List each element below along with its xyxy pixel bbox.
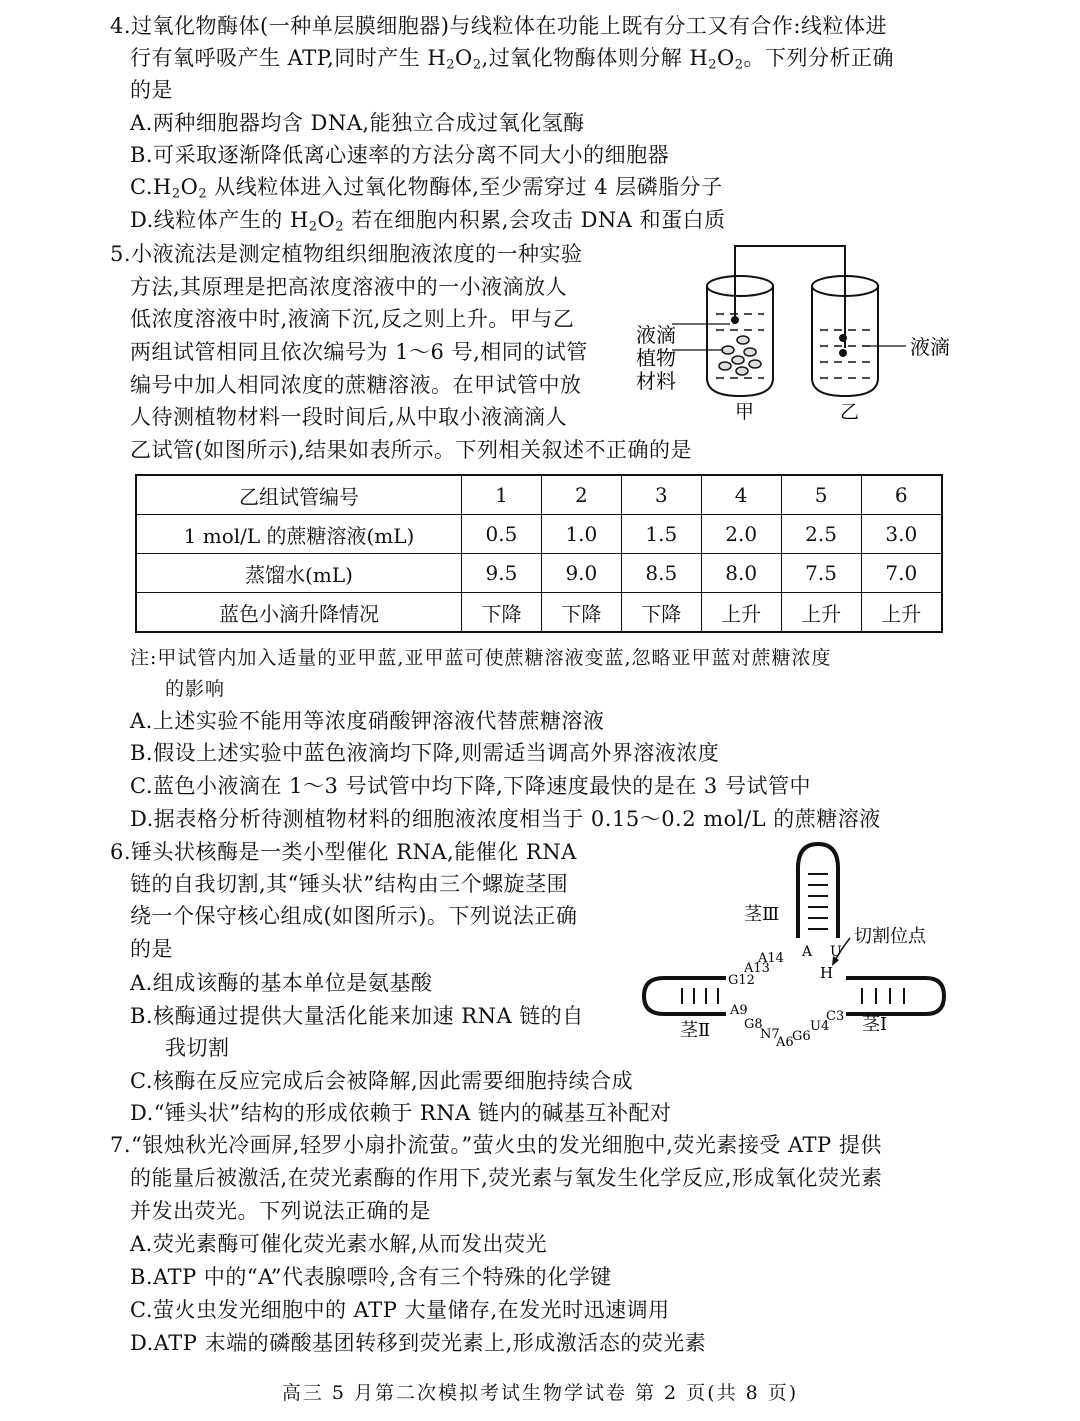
q5-option-c: C.蓝色小液滴在 1～3 号试管中均下降,下降速度最快的是在 3 号试管中 [130,774,811,798]
q4-stem-line-2: 行有氧呼吸产生 ATP,同时产生 $H_2O_2$,过氧化物酶体则分解 $H_2O_2$。下列分析正确 [130,46,894,73]
table-row [136,593,942,633]
table-row [136,515,942,554]
q5-option-d: D.据表格分析待测植物材料的细胞液浓度相当于 0.15～0.2 mol/L 的蔗糖溶液 [130,807,881,831]
stem-3-label: 茎Ⅲ [744,904,780,925]
core-base: G12 [728,973,755,988]
stem-1-loop [846,978,944,1014]
table-cell: 1 mol/L 的蔗糖溶液(mL) [136,515,462,554]
q4-option-a: A.两种细胞器均含 DNA,能独立合成过氧化氢酶 [130,111,585,135]
q5-stem-line-3: 低浓度溶液中时,液滴下沉,反之则上升。甲与乙 [130,307,575,331]
stem-1-label: 茎Ⅰ [862,1014,888,1035]
table-cell: 上升 [861,593,942,633]
table-cell: 2.5 [781,515,861,554]
q5-option-a: A.上述实验不能用等浓度硝酸钾溶液代替蔗糖溶液 [130,709,605,733]
q6-option-a: A.组成该酶的基本单位是氨基酸 [130,971,433,995]
q5-stem-line-2: 方法,其原理是把高浓度溶液中的一小液滴放人 [130,275,568,299]
table-cell: 2 [541,475,621,515]
left-label-plant: 植物 [636,346,676,370]
q5-stem-line-5: 编号中加人相同浓度的蔗糖溶液。在甲试管中放 [130,373,582,397]
q4-option-c: $C.H_2O_2$ 从线粒体进入过氧化物酶体,至少需穿过 4 层磷脂分子 [130,175,723,202]
table-cell: 5 [781,475,861,515]
q5-note-line-2: 的影响 [165,678,226,700]
q6-stem-line-3: 绕一个保守核心组成(如图所示)。下列说法正确 [130,904,578,928]
table-header-row [136,475,942,515]
q7-option-c: C.萤火虫发光细胞中的 ATP 大量储存,在发光时迅速调用 [130,1298,670,1322]
core-base: G6 [792,1029,811,1044]
q6-stem-line-2: 链的自我切割,其“锤头状”结构由三个螺旋茎围 [130,872,569,896]
q6-option-d: D.“锤头状”结构的形成依赖于 RNA 链内的碱基互补配对 [130,1101,672,1125]
core-base: A14 [758,951,784,966]
table-cell: 下降 [621,593,701,633]
core-base: N7 [760,1027,780,1042]
table-cell: 下降 [462,593,542,633]
stem-3-loop [798,844,838,938]
table-cell: 7.0 [861,554,942,593]
cut-site-label: 切割位点 [854,926,926,947]
core-base: U4 [810,1019,830,1034]
table-cell: 上升 [701,593,781,633]
left-label-material: 材料 [636,369,676,393]
base-h: H [820,964,834,982]
dropper-wire [735,246,845,348]
q5-stem-line-7: 乙试管(如图所示),结果如表所示。下列相关叙述不正确的是 [130,438,693,462]
base-a: A [802,944,813,960]
q6-stem-line-1: 6.锤头状核酶是一类小型催化 RNA,能催化 RNA [110,840,577,864]
table-cell: 6 [861,475,942,515]
table-cell: 3 [621,475,701,515]
q4-option-b: B.可采取逐渐降低离心速率的方法分离不同大小的细胞器 [130,143,670,167]
stem-2-label: 茎Ⅱ [680,1020,711,1041]
table-cell: 2.0 [701,515,781,554]
table-cell: 3.0 [861,515,942,554]
q7-stem-line-1: 7.“银烛秋光冷画屏,轻罗小扇扑流萤。”萤火虫的发光细胞中,荧光素接受 ATP 提供 [110,1133,882,1157]
table-cell: 8.5 [621,554,701,593]
q5-stem-line-6: 人待测植物材料一段时间后,从中取小液滴滴人 [130,405,568,429]
q4-stem-line-1: 4.过氧化物酶体(一种单层膜细胞器)与线粒体在功能上既有分工又有合作:线粒体进 [110,14,887,38]
core-base: C3 [826,1009,845,1024]
table-cell: 7.5 [781,554,861,593]
table-cell: 1.5 [621,515,701,554]
table-row [136,554,942,593]
table-cell: 0.5 [462,515,542,554]
q6-option-c: C.核酶在反应完成后会被降解,因此需要细胞持续合成 [130,1069,634,1093]
page-footer: 高三 5 月第二次模拟考试生物学试卷 第 2 页(共 8 页) [281,1382,799,1404]
tube-yi-label: 乙 [840,401,860,423]
q4-option-d: D.线粒体产生的 $H_2O_2$ 若在细胞内积累,会攻击 DNA 和蛋白质 [130,208,726,235]
core-base: A13 [744,961,770,976]
q7-stem-line-2: 的能量后被激活,在荧光素酶的作用下,荧光素与氧发生化学反应,形成氧化荧光素 [130,1166,883,1190]
tube-jia [707,276,773,396]
core-base: A6 [776,1035,794,1050]
table-cell: 蓝色小滴升降情况 [136,593,462,633]
core-base: A9 [730,1003,748,1018]
table-cell: 4 [701,475,781,515]
q7-option-b: B.ATP 中的“A”代表腺嘌呤,含有三个特殊的化学键 [130,1265,612,1289]
q6-hammerhead-figure [636,838,956,1070]
table-cell: 1 [462,475,542,515]
table-cell: 9.0 [541,554,621,593]
q5-stem-line-1: 5.小液流法是测定植物组织细胞液浓度的一种实验 [110,242,583,266]
table-cell: 1.0 [541,515,621,554]
stem-2-loop [644,978,726,1014]
table-cell: 乙组试管编号 [136,475,462,515]
q6-option-b-line-1: B.核酶通过提供大量活化能来加速 RNA 链的自 [130,1004,584,1028]
q7-stem-line-3: 并发出荧光。下列说法正确的是 [130,1199,431,1223]
q5-note-line-1: 注:甲试管内加入适量的亚甲蓝,亚甲蓝可使蔗糖溶液变蓝,忽略亚甲蓝对蔗糖浓度 [130,647,832,669]
q6-option-b-line-2: 我切割 [165,1036,230,1060]
table-cell: 蒸馏水(mL) [136,554,462,593]
table-cell: 9.5 [462,554,542,593]
q5-test-tube-figure [630,238,960,428]
base-u: U [830,944,842,960]
table-cell: 下降 [541,593,621,633]
tube-jia-label: 甲 [735,401,755,423]
table-cell: 上升 [781,593,861,633]
q5-result-table [135,474,943,633]
left-label-droplet: 液滴 [636,323,676,347]
core-base: G8 [744,1017,763,1032]
q6-stem-line-4: 的是 [130,937,173,961]
q5-stem-line-4: 两组试管相同且依次编号为 1～6 号,相同的试管 [130,340,588,364]
q4-stem-line-3: 的是 [130,78,173,102]
q5-option-b: B.假设上述实验中蓝色液滴均下降,则需适当调高外界溶液浓度 [130,741,720,765]
right-label-droplet: 液滴 [910,335,950,359]
q7-option-d: D.ATP 末端的磷酸基团转移到荧光素上,形成激活态的荧光素 [130,1331,707,1355]
table-cell: 8.0 [701,554,781,593]
q7-option-a: A.荧光素酶可催化荧光素水解,从而发出荧光 [130,1232,548,1256]
